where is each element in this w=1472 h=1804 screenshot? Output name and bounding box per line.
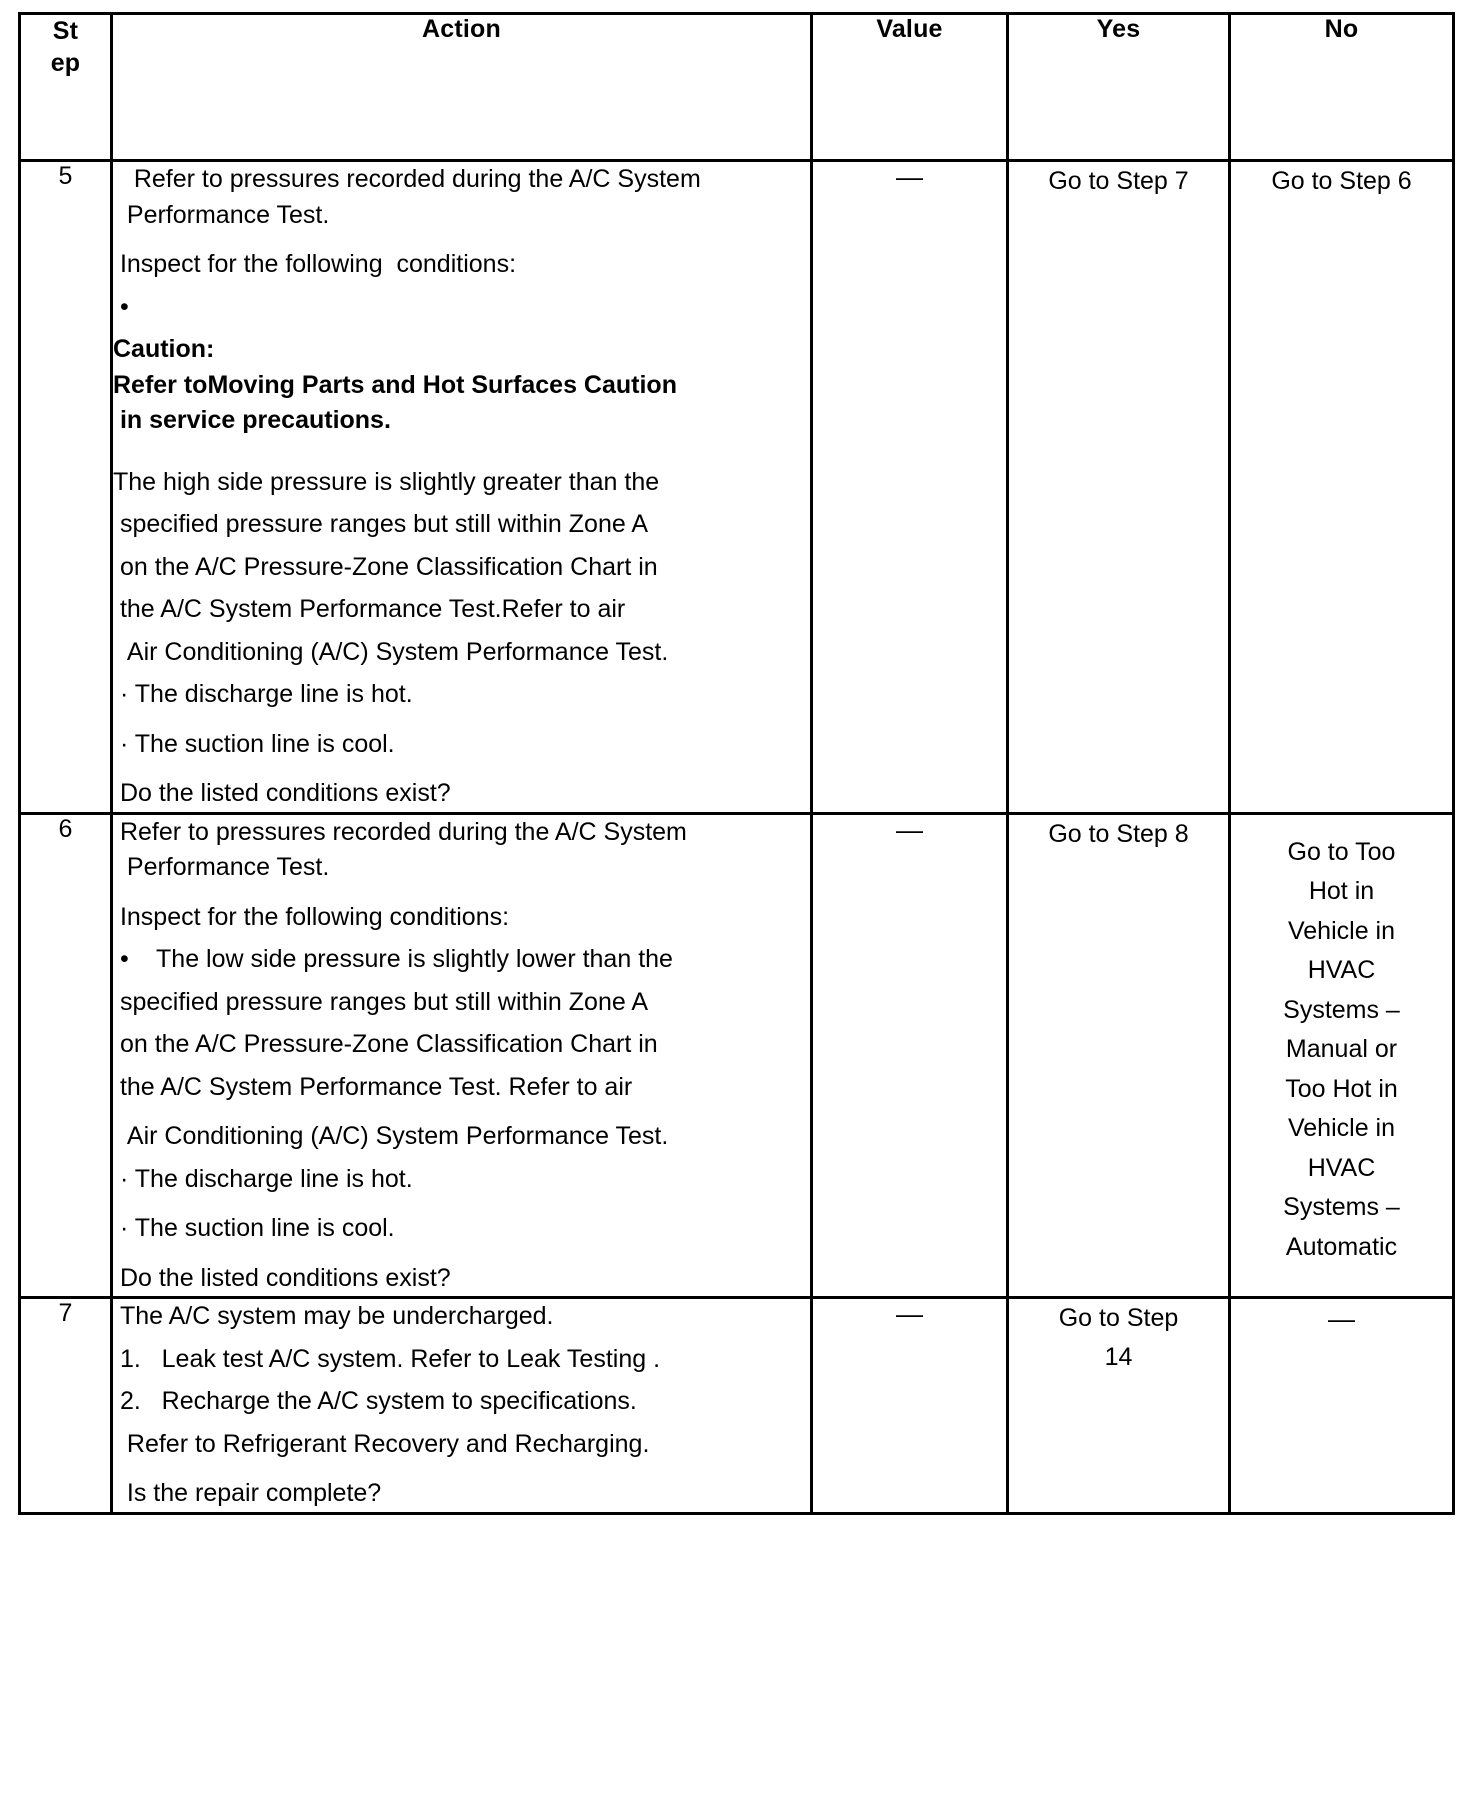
no-text: — bbox=[1328, 1304, 1355, 1334]
no-text-line: HVAC bbox=[1307, 1153, 1376, 1182]
step-value: — bbox=[812, 1298, 1008, 1514]
step-action bbox=[112, 1298, 812, 1514]
action-question: Do the listed conditions exist? bbox=[113, 1263, 451, 1292]
no-content bbox=[1231, 815, 1452, 1280]
action-bullet: · The suction line is cool. bbox=[113, 729, 395, 758]
step-number: 5 bbox=[20, 161, 112, 814]
column-header-step bbox=[20, 14, 112, 161]
column-header-step-line2: ep bbox=[50, 49, 81, 77]
step-number: 7 bbox=[20, 1298, 112, 1514]
action-line: Performance Test. bbox=[113, 200, 330, 229]
step-number: 6 bbox=[20, 813, 112, 1298]
no-text-line: HVAC bbox=[1307, 956, 1376, 984]
step-yes bbox=[1008, 161, 1230, 814]
action-bullet: · The discharge line is hot. bbox=[113, 680, 413, 708]
yes-text-line: 14 bbox=[1104, 1342, 1133, 1371]
action-line: Refer to Refrigerant Recovery and Recharging. bbox=[113, 1429, 650, 1458]
no-text-line: Vehicle in bbox=[1287, 1114, 1396, 1142]
step-value: — bbox=[812, 161, 1008, 814]
action-bullet: · The suction line is cool. bbox=[113, 1214, 395, 1242]
action-line: the A/C System Performance Test. Refer to air bbox=[113, 1072, 633, 1101]
yes-text: Go to Step 7 bbox=[1048, 167, 1189, 195]
action-bullet: • bbox=[113, 292, 129, 321]
action-line: The A/C system may be undercharged. bbox=[113, 1302, 554, 1330]
diagnostic-steps-table bbox=[18, 12, 1455, 1515]
action-line: Air Conditioning (A/C) System Performance Test. bbox=[113, 637, 669, 666]
no-text-line: Manual or bbox=[1285, 1035, 1398, 1063]
no-text-line: Hot in bbox=[1308, 877, 1375, 905]
table-row bbox=[20, 813, 1454, 1298]
action-line: The high side pressure is slightly greater than the bbox=[113, 467, 660, 496]
action-line: Refer to pressures recorded during the A/C System bbox=[113, 165, 701, 193]
action-line: Refer to pressures recorded during the A/C System bbox=[113, 817, 687, 846]
action-line: the A/C System Performance Test.Refer to air bbox=[113, 595, 626, 623]
yes-content bbox=[1009, 815, 1228, 868]
yes-content bbox=[1009, 162, 1228, 215]
no-text: Go to Step 6 bbox=[1271, 167, 1412, 195]
action-line: Performance Test. bbox=[113, 853, 330, 881]
caution-text: Refer toMoving Parts and Hot Surfaces Caution bbox=[113, 370, 677, 399]
step-no bbox=[1230, 813, 1454, 1298]
action-question: Is the repair complete? bbox=[113, 1479, 382, 1507]
no-text-line: Too Hot in bbox=[1285, 1074, 1398, 1103]
table-header-row bbox=[20, 14, 1454, 161]
step-yes bbox=[1008, 1298, 1230, 1514]
step-no bbox=[1230, 1298, 1454, 1514]
action-line: Inspect for the following conditions: bbox=[113, 902, 510, 931]
column-header-action: Action bbox=[112, 14, 812, 161]
yes-text-line: Go to Step bbox=[1058, 1304, 1179, 1332]
action-bullet: • The low side pressure is slightly lower than the bbox=[113, 945, 673, 973]
action-question: Do the listed conditions exist? bbox=[113, 779, 451, 807]
table-row bbox=[20, 1298, 1454, 1514]
no-text-line: Vehicle in bbox=[1287, 916, 1396, 945]
caution-label: Caution: bbox=[113, 335, 215, 363]
step-no bbox=[1230, 161, 1454, 814]
step-yes bbox=[1008, 813, 1230, 1298]
table-row bbox=[20, 161, 1454, 814]
column-header-step-line1: St bbox=[52, 17, 79, 45]
no-content bbox=[1231, 1299, 1452, 1355]
action-line: 2. Recharge the A/C system to specifications. bbox=[113, 1387, 637, 1415]
column-header-yes: Yes bbox=[1008, 14, 1230, 161]
yes-text: Go to Step 8 bbox=[1048, 819, 1189, 848]
no-text-line: Go to Too bbox=[1287, 837, 1396, 866]
action-line: on the A/C Pressure-Zone Classification Chart in bbox=[113, 1030, 658, 1058]
no-text-line: Systems – bbox=[1283, 1193, 1400, 1221]
action-line: Inspect for the following conditions: bbox=[113, 250, 517, 278]
action-line: 1. Leak test A/C system. Refer to Leak Testing . bbox=[113, 1344, 661, 1373]
action-line: specified pressure ranges but still within Zone A bbox=[113, 510, 649, 538]
yes-content bbox=[1009, 1299, 1228, 1391]
caution-text: in service precautions. bbox=[113, 406, 391, 434]
action-line: Air Conditioning (A/C) System Performance Test. bbox=[113, 1122, 669, 1150]
action-line: on the A/C Pressure-Zone Classification Chart in bbox=[113, 552, 658, 581]
action-line: specified pressure ranges but still within Zone A bbox=[113, 987, 649, 1016]
no-text-line: Automatic bbox=[1285, 1232, 1398, 1261]
step-action bbox=[112, 161, 812, 814]
step-value: — bbox=[812, 813, 1008, 1298]
column-header-value: Value bbox=[812, 14, 1008, 161]
no-content bbox=[1231, 162, 1452, 215]
no-text-line: Systems – bbox=[1283, 995, 1400, 1024]
action-bullet: · The discharge line is hot. bbox=[113, 1164, 413, 1193]
step-action bbox=[112, 813, 812, 1298]
column-header-no: No bbox=[1230, 14, 1454, 161]
